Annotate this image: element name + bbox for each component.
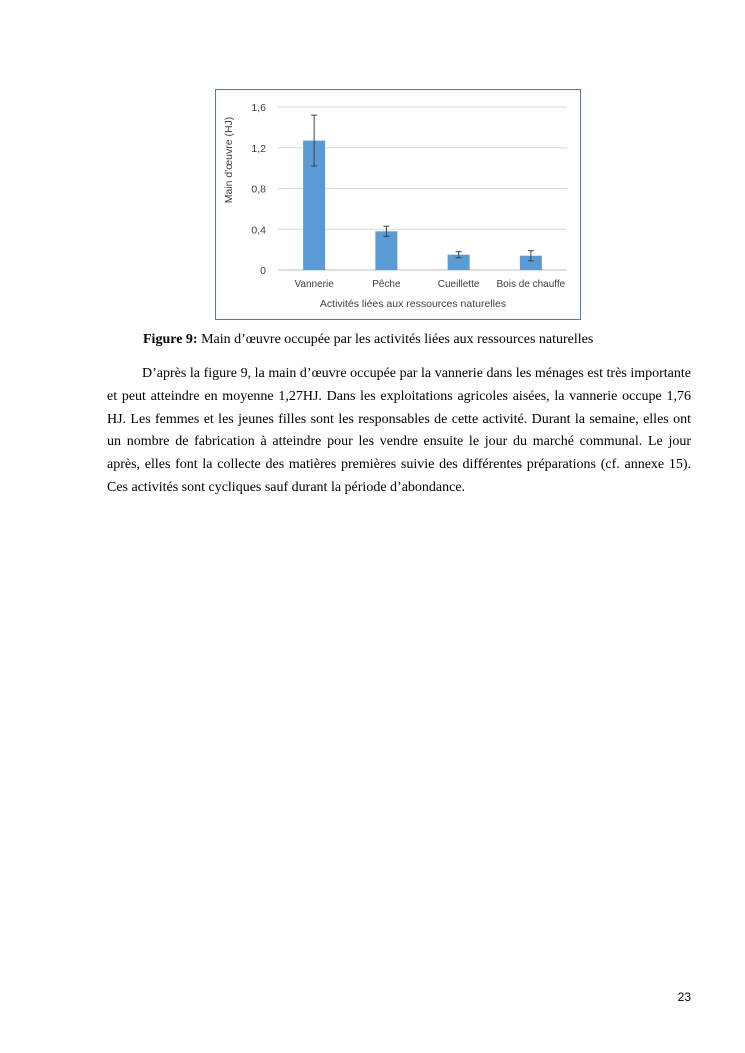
y-tick-label: 0,4	[251, 224, 266, 237]
y-tick-label: 0,8	[251, 183, 266, 196]
x-tick-label: Bois de chauffe	[496, 279, 566, 290]
figure-9-chart	[215, 89, 581, 320]
bar	[375, 231, 397, 270]
body-paragraph: D’après la figure 9, la main d’œuvre occupée par la vannerie dans les ménages est très importante et peut atteindre en moyenne 1,27HJ. Dans les exploitations agricoles aisées, la vannerie occupe 1,76 HJ. Les femmes et les jeunes filles sont les responsables de cette activité. Durant la semaine, elles ont un nombre de fabrication à atteindre pour les vendre ensuite le jour du marché communal. Le jour après, elles font la collecte des matières premières suivie des différentes préparations (cf. annexe 15). Ces activités sont cycliques sauf durant la période d’abondance.	[107, 366, 691, 495]
y-axis-title: Main d'œuvre (HJ)	[223, 116, 235, 204]
y-tick-label: 0	[260, 265, 266, 277]
figure-caption-text: Main d’œuvre occupée par les activités liées aux ressources naturelles	[197, 332, 594, 347]
figure-caption	[143, 331, 703, 349]
x-tick-label: Pêche	[372, 279, 401, 290]
bars	[303, 141, 542, 270]
bar-chart	[216, 90, 582, 321]
body-text	[107, 363, 691, 500]
figure-caption-label: Figure 9:	[143, 332, 198, 347]
x-tick-label: Cueillette	[437, 279, 480, 290]
x-tick-label: Vannerie	[294, 279, 334, 290]
y-tick-label: 1,2	[251, 142, 266, 155]
y-axis-ticks	[251, 102, 266, 277]
x-axis-ticks	[294, 279, 565, 290]
y-tick-label: 1,6	[251, 102, 266, 114]
error-bars	[311, 115, 534, 261]
x-axis-title: Activités liées aux ressources naturelles	[319, 298, 507, 310]
page-number: 23	[677, 990, 691, 1004]
